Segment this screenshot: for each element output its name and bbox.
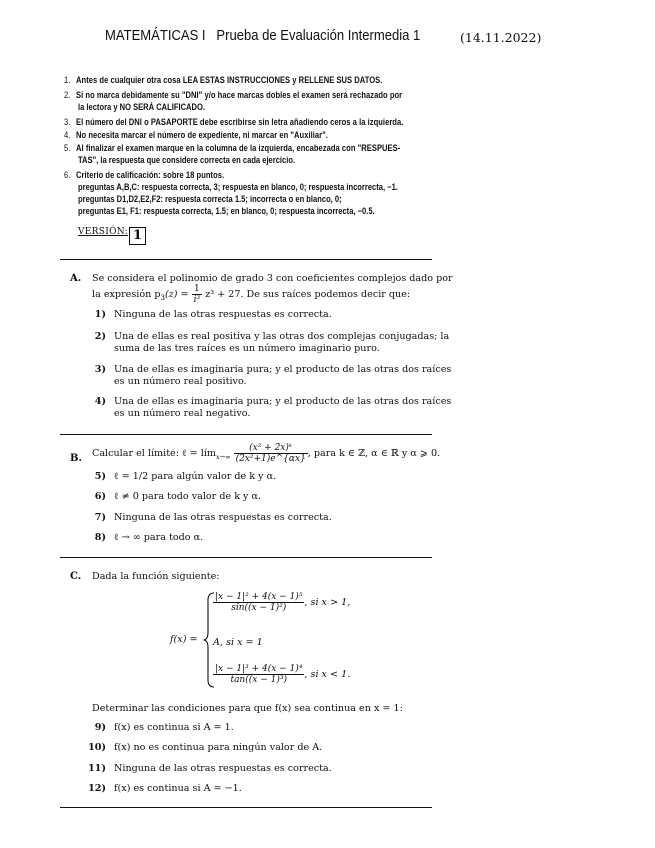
- option-number: 5): [94, 471, 106, 482]
- question-label: A.: [70, 273, 82, 284]
- option-number: 1): [94, 309, 106, 320]
- option-number: 10): [88, 742, 106, 753]
- function-label: f(x) =: [170, 634, 198, 645]
- question-label: C.: [70, 571, 82, 582]
- option-text: f(x) es continua si A = −1.: [114, 783, 242, 794]
- version-label: VERSIÓN:: [78, 227, 128, 237]
- question-text: Se considera el polinomio de grado 3 con coeficientes complejos dado por: [92, 273, 453, 284]
- option-text: Una de ellas es real positiva y las otras dos complejas conjugadas; la: [114, 331, 450, 342]
- section-divider: [60, 557, 432, 558]
- section-divider: [60, 259, 432, 260]
- option-text: suma de las tres raíces es un número imaginario puro.: [114, 343, 380, 354]
- instruction-item-cont: TAS", la respuesta que considere correcta en cada ejercicio.: [78, 155, 296, 165]
- instruction-item-cont: la lectora y NO SERÁ CALIFICADO.: [78, 102, 205, 112]
- option-text: Ninguna de las otras respuestas es correcta.: [114, 309, 332, 320]
- instruction-item: 4. No necesita marcar el número de expediente, ni marcar en "Auxiliar".: [64, 130, 328, 140]
- instruction-item-cont: preguntas D1,D2,E2,F2: respuesta correcta 1.5; incorrecta o en blanco, 0;: [78, 194, 342, 204]
- section-divider: [60, 807, 432, 808]
- option-text: es un número real negativo.: [114, 408, 251, 419]
- section-divider: [60, 434, 432, 435]
- option-text: ℓ ≠ 0 para todo valor de k y α.: [114, 491, 262, 502]
- option-text: Una de ellas es imaginaria pura; y el producto de las otras dos raíces: [114, 364, 452, 375]
- version-number-box: 1: [129, 227, 146, 245]
- option-text: Ninguna de las otras respuestas es correcta.: [114, 763, 332, 774]
- instruction-item: 3. El número del DNI o PASAPORTE debe escribirse sin letra añadiendo ceros a la izquierda.: [64, 117, 404, 127]
- option-number: 9): [94, 722, 106, 733]
- option-text: Una de ellas es imaginaria pura; y el producto de las otras dos raíces: [114, 396, 452, 407]
- option-number: 11): [88, 763, 106, 774]
- option-text: f(x) no es continua para ningún valor de A.: [114, 742, 323, 753]
- question-text: Calcular el límite: ℓ = lím$_{x\to\infty}$ $\frac{\text{(x² + 2x)ᵏ}}{\text{(2x²+1)e\textasciicircum{}\{αx\}}}$ , para k ∈ ℤ, α ∈ ℝ y α ⩾ 0.: [92, 443, 441, 464]
- instruction-item: 5. Al finalizar el examen marque en la columna de la izquierda, encabezada con "RESPUES-: [64, 143, 401, 153]
- case-1: $\frac{\text{|x − 1|² + 4(x − 1)⁵}}{\text{sin((x − 1)²)}}$ , si x > 1,: [215, 592, 351, 613]
- option-text: ℓ → ∞ para todo α.: [114, 532, 204, 543]
- question-text: la expresión $p_3(z)$ = $\frac{1}{\text{i³}}$ z³ + 27. De sus raíces podemos decir que:: [92, 284, 411, 305]
- option-number: 7): [94, 512, 106, 523]
- question-text: Dada la función siguiente:: [92, 571, 220, 582]
- option-text: ℓ = 1/2 para algún valor de k y α.: [114, 471, 277, 482]
- option-number: 2): [94, 331, 106, 342]
- case-2: A, si x = 1: [213, 637, 263, 648]
- option-text: f(x) es continua si A = 1.: [114, 722, 234, 733]
- instruction-item-cont: preguntas E1, F1: respuesta correcta, 1.5; en blanco, 0; respuesta incorrecta, −0.5.: [78, 206, 375, 216]
- question-prompt: Determinar las condiciones para que f(x) sea continua en x = 1:: [92, 703, 403, 714]
- option-number: 6): [94, 491, 106, 502]
- course-title: MATEMÁTICAS I: [105, 28, 206, 44]
- option-text: es un número real positivo.: [114, 376, 247, 387]
- exam-date: (14.11.2022): [460, 30, 542, 45]
- option-text: Ninguna de las otras respuestas es correcta.: [114, 512, 332, 523]
- instruction-item: 1. Antes de cualquier otra cosa LEA ESTAS INSTRUCCIONES y RELLENE SUS DATOS.: [64, 75, 383, 85]
- option-number: 3): [94, 364, 106, 375]
- option-number: 12): [88, 783, 106, 794]
- instruction-item: 6. Criterio de calificación: sobre 18 puntos.: [64, 170, 225, 180]
- instruction-item: 2. Si no marca debidamente su "DNI" y/o hace marcas dobles el examen será rechazado por: [64, 90, 403, 100]
- case-3: $\frac{\text{|x − 1|³ + 4(x − 1)⁴}}{\text{tan((x − 1)³)}}$ , si x < 1.: [215, 664, 351, 685]
- instruction-item-cont: preguntas A,B,C: respuesta correcta, 3; respuesta en blanco, 0; respuesta incorrecta, −1.: [78, 182, 398, 192]
- option-number: 8): [94, 532, 106, 543]
- question-label: B.: [70, 453, 82, 464]
- exam-title: Prueba de Evaluación Intermedia 1: [216, 28, 421, 44]
- page-title: [105, 28, 420, 44]
- option-number: 4): [94, 396, 106, 407]
